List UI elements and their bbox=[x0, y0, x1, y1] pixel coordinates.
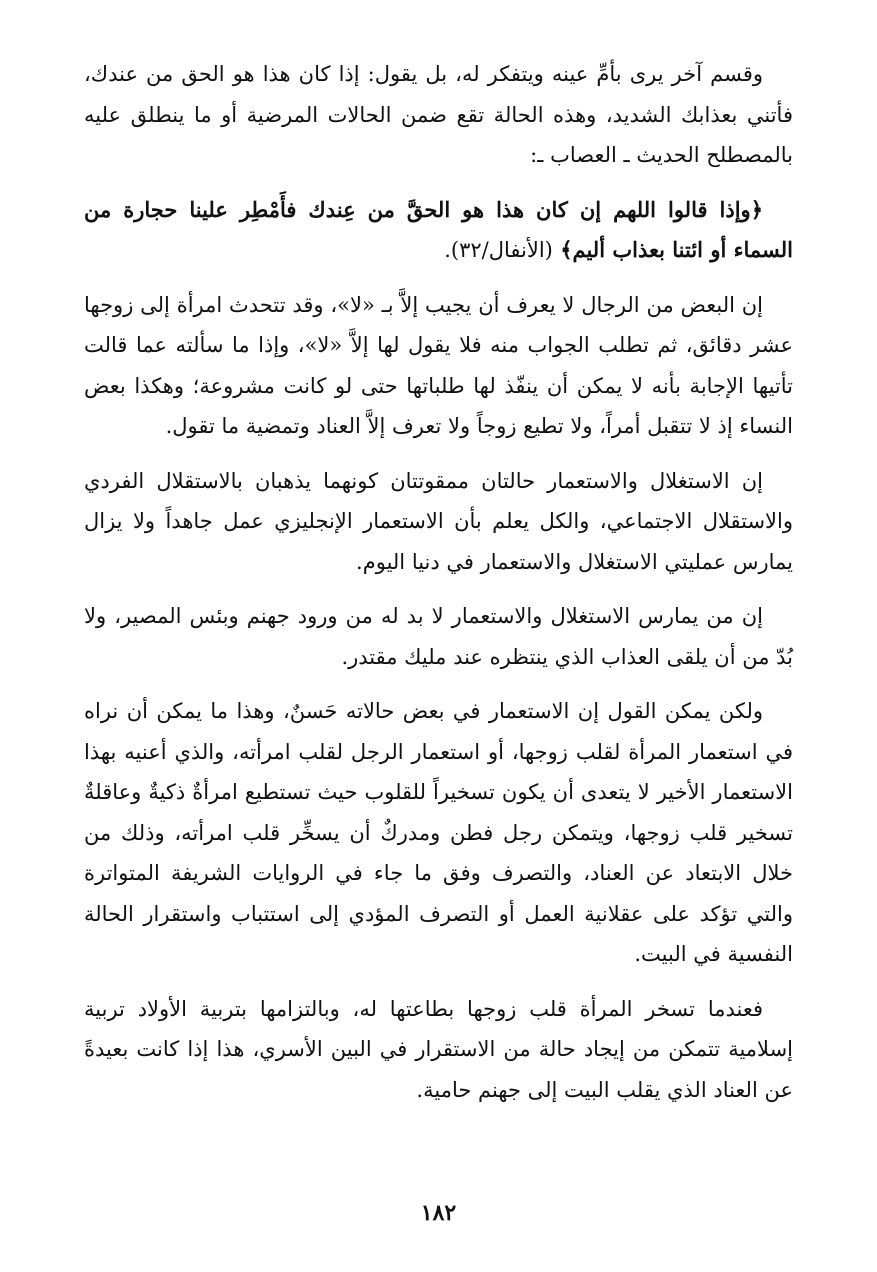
paragraph-2: إن البعض من الرجال لا يعرف أن يجيب إلاَّ بـ «لا»، وقد تتحدث امرأة إلى زوجها عشر دقائق، ثم تطلب الجواب منه فلا يقول لها إلاَّ «لا»، وإذا ما سألته عما قالت تأتيها الإجابة بأنه لا يمكن أن ينفّذ لها طلباتها حتى لو كانت مشروعة؛ وهكذا بعض النساء إذ لا تتقبل أمراً، ولا تطيع زوجاً ولا تعرف إلاَّ العناد وتمضية ما تقول. bbox=[84, 292, 793, 438]
quran-verse bbox=[84, 190, 793, 271]
quran-verse-reference: (الأنفال/٣٢). bbox=[444, 238, 553, 262]
quran-verse-text: ﴿وإذا قالوا اللهم إن كان هذا هو الحقَّ من عِندك فأَمْطِر علينا حجارة من السماء أو ائتنا بعذاب أليم﴾ bbox=[84, 196, 793, 262]
paragraph-4: إن من يمارس الاستغلال والاستعمار لا بد له من ورود جهنم وبئس المصير، ولا بُدّ من أن يلقى العذاب الذي ينتظره عند مليك مقتدر. bbox=[84, 604, 793, 669]
paragraph-1: وقسم آخر يرى بأمِّ عينه ويتفكر له، بل يقول: إذا كان هذا هو الحق من عندك، فأتني بعذابك الشديد، وهذه الحالة تقع ضمن الحالات المرضية أو ما ينطلق عليه بالمصطلح الحديث ـ العصاب ـ: bbox=[84, 62, 793, 167]
page-body bbox=[84, 54, 793, 1124]
page-number: ١٨٢ bbox=[420, 1200, 457, 1226]
paragraph-5: ولكن يمكن القول إن الاستعمار في بعض حالاته حَسنٌ، وهذا ما يمكن أن نراه في استعمار المرأة لقلب زوجها، أو استعمار الرجل لقلب امرأته، والذي أعنيه بهذا الاستعمار الأخير لا يتعدى أن يكون تسخيراً للقلوب حيث تستطيع امرأةٌ ذكيةٌ وعاقلةٌ تسخير قلب زوجها، ويتمكن رجل فطن ومدركٌ أن يسخِّر قلب امرأته، وذلك من خلال الابتعاد عن العناد، والتصرف وفق ما جاء في الروايات الشريفة المتواترة والتي تؤكد على عقلانية العمل أو التصرف المؤدي إلى استتباب واستقرار الحالة النفسية في البيت. bbox=[84, 699, 793, 966]
paragraph-6: فعندما تسخر المرأة قلب زوجها بطاعتها له، وبالتزامها بتربية الأولاد تربية إسلامية تتمكن من إيجاد حالة من الاستقرار في البين الأسري، هذا إذا كانت بعيدةً عن العناد الذي يقلب البيت إلى جهنم حامية. bbox=[84, 996, 793, 1102]
paragraph-3: إن الاستغلال والاستعمار حالتان ممقوتتان كونهما يذهبان بالاستقلال الفردي والاستقلال الاجتماعي، والكل يعلم بأن الاستعمار الإنجليزي عمل جاهداً ولا يزال يمارس عمليتي الاستغلال والاستعمار في دنيا اليوم. bbox=[84, 468, 793, 574]
